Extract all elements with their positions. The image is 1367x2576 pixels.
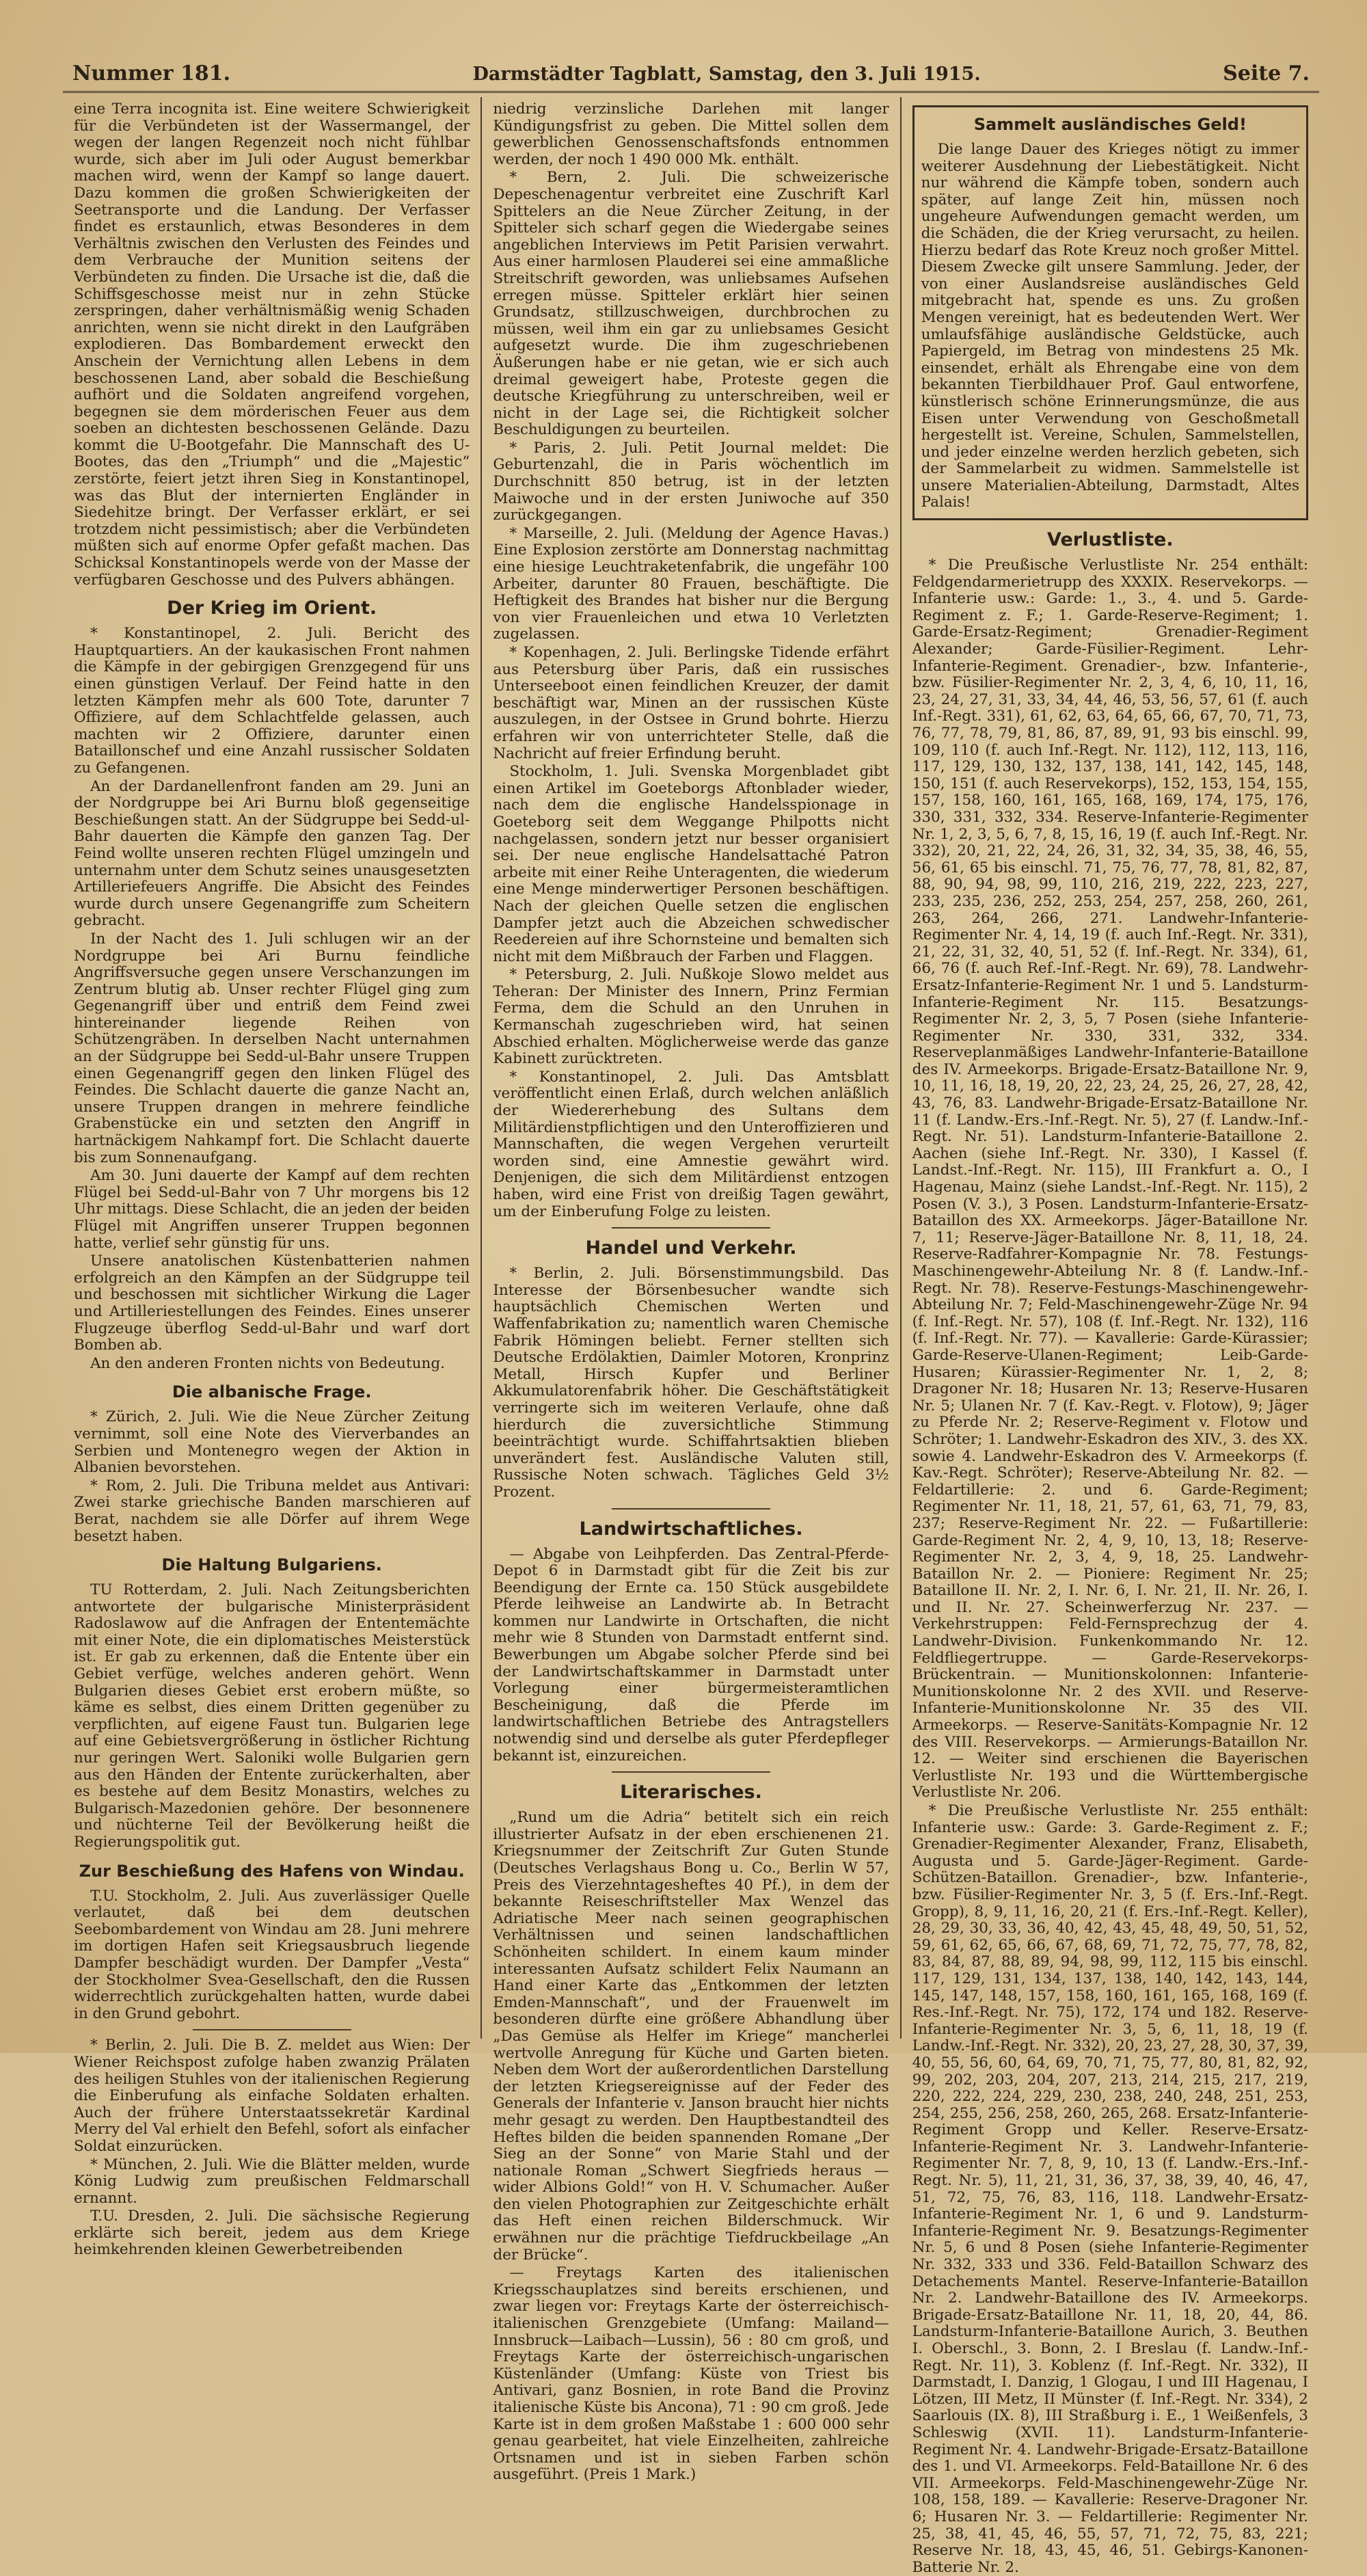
article-paragraph: Stockholm, 1. Juli. Svenska Morgenbladet gibt einen Artikel im Goeteborgs Aftonblader wieder, nach dem die englische Handelsspionage in Goeteborg seit dem Weggange Philpotts nicht nachgelassen, sondern jetzt nur besser organisiert sei. Der neue englische Handelsattaché Patron arbeite mit einer Reihe Unteragenten, die wiederum eine Menge minderwertiger Personen beschäftigen. Nach der gleichen Quelle setzen die englischen Dampfer jetzt auch die Abzeichen schwedischer Reedereien auf ihre Schornsteine und bemalten sich nicht mit dem Mißbrauch der Farben und Flaggen.	[493, 763, 889, 965]
section-heading: Handel und Verkehr.	[585, 1237, 797, 1259]
article-paragraph: * Die Preußische Verlustliste Nr. 254 enthält: Feldgendarmerietrupp des XXXIX. Reservekorps. — Infanterie usw.: Garde: 1., 3., 4. und 5. Garde-Regiment z. F.; 1. Garde-Reserve-Regiment; 1. Garde-Ersatz-Regiment; Grenadier-Regiment Alexander; Garde-Füsilier-Regiment. Lehr-Infanterie-Regiment. Grenadier-, bzw. Infanterie-, bzw. Füsilier-Regimenter Nr. 2, 3, 4, 6, 10, 11, 16, 23, 24, 27, 31, 33, 34, 44, 46, 53, 56, 57, 61 (f. auch Inf.-Regt. 331), 61, 62, 63, 64, 65, 66, 67, 70, 71, 73, 76, 77, 78, 79, 81, 86, 87, 89, 91, 93 bis einschl. 99, 109, 110 (f. auch Inf.-Regt. Nr. 112), 112, 113, 116, 117, 129, 130, 132, 137, 138, 141, 142, 145, 148, 150, 151 (f. auch Reservekorps), 152, 153, 154, 155, 157, 158, 160, 161, 165, 168, 169, 174, 175, 176, 330, 331, 332, 334. Reserve-Infanterie-Regimenter Nr. 1, 2, 3, 5, 6, 7, 8, 15, 16, 19 (f. auch Inf.-Regt. Nr. 332), 20, 21, 22, 24, 26, 31, 32, 34, 35, 38, 46, 55, 56, 61, 65 bis einschl. 71, 75, 76, 77, 78, 81, 82, 87, 88, 90, 94, 98, 99, 110, 216, 219, 222, 223, 227, 233, 235, 236, 252, 253, 254, 257, 258, 260, 261, 263, 264, 266, 271. Landwehr-Infanterie-Regimenter Nr. 4, 14, 19 (f. auch Inf.-Regt. Nr. 331), 21, 22, 31, 32, 40, 51, 52 (f. Inf.-Regt. Nr. 334), 61, 66, 76 (f. auch Ref.-Inf.-Regt. Nr. 69), 78. Landwehr-Ersatz-Infanterie-Regiment Nr. 1 und 5. Landsturm-Infanterie-Regiment Nr. 115. Besatzungs-Regimenter Nr. 2, 3, 5, 7 Posen (siehe Infanterie-Regimenter Nr. 330, 331, 332, 334. Reserveplanmäßiges Landwehr-Infanterie-Bataillone des IV. Armeekorps. Brigade-Ersatz-Bataillone Nr. 9, 10, 11, 16, 18, 19, 20, 22, 23, 24, 25, 26, 27, 28, 42, 43, 76, 83. Landwehr-Brigade-Ersatz-Bataillone Nr. 11 (f. Landw.-Ers.-Inf.-Regt. Nr. 5), 27 (f. Landw.-Inf.-Regt. Nr. 51). Landsturm-Infanterie-Bataillone 2. Aachen (siehe Inf.-Regt. Nr. 330), I Kassel (f. Landst.-Inf.-Regt. Nr. 115), III Frankfurt a. O., I Hagenau, Mainz (siehe Landst.-Inf.-Regt. Nr. 115), 2 Posen (V. 3.), 3 Posen. Landsturm-Infanterie-Ersatz-Bataillon des XX. Armeekorps. Jäger-Bataillone Nr. 7, 11; Reserve-Jäger-Bataillone Nr. 8, 11, 18, 24. Reserve-Radfahrer-Kompagnie Nr. 78. Festungs-Maschinengewehr-Abteilung Nr. 8 (f. Landw.-Inf.-Regt. Nr. 78). Reserve-Festungs-Maschinengewehr-Abteilung Nr. 7; Feld-Maschinengewehr-Züge Nr. 94 (f. Inf.-Regt. Nr. 57), 108 (f. Inf.-Regt. Nr. 132), 116 (f. Inf.-Regt. Nr. 77). — Kavallerie: Garde-Kürassier; Garde-Reserve-Ulanen-Regiment; Leib-Garde-Husaren; Kürassier-Regimenter Nr. 1, 2, 8; Dragoner Nr. 18; Husaren Nr. 13; Reserve-Husaren Nr. 5; Ulanen Nr. 7 (f. Kav.-Regt. v. Flotow), 9; Jäger zu Pferde Nr. 2; Reserve-Regiment v. Flotow und Schröter; 1. Landwehr-Eskadron des XIV., 3. des XX. sowie 4. Landwehr-Eskadron des V. Armeekorps (f. Kav.-Regt. Schröter); Reserve-Abteilung Nr. 82. — Feldartillerie: 2. und 6. Garde-Regiment; Regimenter Nr. 11, 18, 21, 57, 61, 63, 71, 79, 83, 237; Reserve-Regiment Nr. 22. — Fußartillerie: Garde-Regiment Nr. 2, 4, 9, 10, 13, 18; Reserve-Regimenter Nr. 2, 3, 4, 9, 18, 25. Landwehr-Bataillon Nr. 2. — Pioniere: Regiment Nr. 25; Bataillone II. Nr. 2, I. Nr. 6, I. Nr. 21, II. Nr. 26, I. und II. Nr. 27. Scheinwerferzug Nr. 237. — Verkehrstruppen: Feld-Fernsprechzug der 4. Landwehr-Division. Funkenkommando Nr. 12. Feldfliegertruppe. — Garde-Reservekorps-Brückentrain. — Munitionskolonnen: Infanterie-Munitionskolonne Nr. 2 des XVII. und Reserve-Infanterie-Munitionskolonne Nr. 35 des VII. Armeekorps. — Reserve-Sanitäts-Kompagnie Nr. 12 des VIII. Reservekorps. — Armierungs-Bataillon Nr. 12. — Weiter sind erschienen die Bayerischen Verlustliste Nr. 193 und die Württembergische Verlustliste Nr. 206.	[912, 556, 1308, 1801]
article-paragraph: * Marseille, 2. Juli. (Meldung der Agence Havas.) Eine Explosion zerstörte am Donnerstag nachmittag eine hiesige Leuchtraketenfabrik, die ungefähr 100 Arbeiter, darunter 80 Frauen, beschäftigte. Die Heftigkeit des Brandes hat bisher nur die Bergung von vier Frauenleichen und etwa 10 Verletzten zugelassen.	[493, 524, 889, 643]
page-number: Seite 7.	[1223, 62, 1310, 85]
article-paragraph: TU Rotterdam, 2. Juli. Nach Zeitungsberichten antwortete der bulgarische Ministerpräsident Radoslawow auf die Anfragen der Ententemächte mit einer Note, die ein diplomatisches Meisterstück ist. Er gab zu erkennen, daß die Entente über ein Gebiet verfüge, welches anderen gehört. Wenn Bulgarien dieses Gebiet erst erobern müßte, so käme es selbst, dies einem Dritten gegenüber zu verpflichten, auf eigene Faust tun. Bulgarien lege auf eine Gebietsvergrößerung in östlicher Richtung nur geringen Wert. Saloniki wolle Bulgarien gern aus den Händen der Entente zurückerhalten, aber es bestehe auf dem Besitz Monastirs, welches zu Bulgarisch-Mazedonien gehöre. Der besonnenere und nüchterne Teil der Bevölkerung heißt die Regierungspolitik gut.	[74, 1581, 470, 1851]
article-paragraph: Am 30. Juni dauerte der Kampf auf dem rechten Flügel bei Sedd-ul-Bahr von 7 Uhr morgens bis 12 Uhr mittags. Diese Schlacht, die an jeden der beiden Flügel mit Angriffen unserer Truppen begonnen hatte, verlief sehr günstig für uns.	[74, 1167, 470, 1252]
article-paragraph: In der Nacht des 1. Juli schlugen wir an der Nordgruppe bei Ari Burnu feindliche Angriffsversuche gegen unsere Verschanzungen im Zentrum blutig ab. Unser rechter Flügel ging zum Gegenangriff über und entriß dem Feind zwei hintereinander liegende Reihen von Schützengräben. In derselben Nacht unternahmen an der Südgruppe bei Sedd-ul-Bahr unsere Truppen einen Gegenangriff gegen den linken Flügel des Feindes. Die Schlacht dauerte die ganze Nacht an, unsere Truppen drangen in mehrere feindliche Grabenstücke ein und setzten den Angriff in hartnäckigem Nahkampf fort. Die Schlacht dauerte bis zum Sonnenaufgang.	[74, 930, 470, 1166]
section-heading: Die Haltung Bulgariens.	[161, 1555, 382, 1575]
article-paragraph: niedrig verzinsliche Darlehen mit langer Kündigungsfrist zu geben. Die Mittel sollen dem gewerblichen Genossenschaftsfonds entnommen werden, der noch 1 490 000 Mk. enthält.	[493, 100, 889, 168]
article-paragraph: eine Terra incognita ist. Eine weitere Schwierigkeit für die Verbündeten ist der Wassermangel, der wegen der langen Regenzeit noch nicht fühlbar wurde, sich aber im Juli oder August bemerkbar machen wird, wenn der Kampf so lange dauert. Dazu kommen die großen Schwierigkeiten der Seetransporte und die Landung. Der Verfasser findet es erstaunlich, etwas Besonderes in dem Verhältnis zwischen den Verlusten des Feindes und dem Verbrauche der Munition seitens der Verbündeten zu finden. Die Ursache ist die, daß die Schiffsgeschosse meist nur in zehn Stücke zerspringen, daher verhältnismäßig wenig Schaden anrichten, wenn sie nicht direkt in den Laufgräben explodieren. Das Bombardement erweckt den Anschein der Vernichtung allen Lebens in dem beschossenen Land, aber sobald die Beschießung aufhört und die Soldaten angreifend vorgehen, begegnen sie dem mörderischen Feuer aus dem soeben an dichtesten beschossenen Gelände. Dazu kommt die U-Bootgefahr. Die Mannschaft des U-Bootes, das den „Triumph“ und die „Majestic“ zerstörte, feiert jetzt ihren Sieg in Konstantinopel, was das Blut der internierten Engländer in Siedehitze bringt. Der Verfasser erklärt, er sei trotzdem nicht pessimistisch; aber die Verbündeten müßten sich auf enorme Opfer gefaßt machen. Das Schicksal Konstantinopels werde von der Masse der verfügbaren Geschosse und des Pulvers abhängen.	[74, 100, 470, 589]
article-paragraph: — Abgabe von Leihpferden. Das Zentral-Pferde-Depot 6 in Darmstadt gibt für die Zeit bis zur Beendigung der Ernte ca. 150 Stück ausgebildete Pferde leihweise an Landwirte ab. In Betracht kommen nur Landwirte in Ortschaften, die nicht mehr wie 8 Stunden von Darmstadt entfernt sind. Bewerbungen um Abgabe solcher Pferde sind bei der Landwirtschaftskammer in Darmstadt unter Vorlegung einer bürgermeisteramtlichen Bescheinigung, daß die Pferde im landwirtschaftlichen Betriebe des Antragstellers notwendig sind und derselbe als guter Pferdepfleger bekannt ist, einzureichen.	[493, 1545, 889, 1765]
article-paragraph: Unsere anatolischen Küstenbatterien nahmen erfolgreich an den Kämpfen an der Südgruppe teil und beschossen mit sichtlicher Wirkung die Lager und Artilleriestellungen des Feindes. Eines unserer Flugzeuge überflog Sedd-ul-Bahr und warf dort Bomben ab.	[74, 1252, 470, 1354]
article-paragraph: * Rom, 2. Juli. Die Tribuna meldet aus Antivari: Zwei starke griechische Banden marschieren auf Berat, nachdem sie alle Dörfer auf ihrem Wege besetzt haben.	[74, 1477, 470, 1545]
article-paragraph: T.U. Stockholm, 2. Juli. Aus zuverlässiger Quelle verlautet, daß bei dem deutschen Seebombardement von Windau am 28. Juni mehrere im dortigen Hafen seit Kriegsausbruch liegende Dampfer beschädigt wurden. Der Dampfer „Vesta“ der Stockholmer Svea-Gesellschaft, den die Russen widerrechtlich zurückgehalten hatten, wurde dabei in den Grund gebohrt.	[74, 1887, 470, 2022]
article-paragraph: * Zürich, 2. Juli. Wie die Neue Zürcher Zeitung vernimmt, soll eine Note des Vierverbandes an Serbien und Montenegro wegen der Aktion in Albanien bevorstehen.	[74, 1408, 470, 1477]
appeal-box	[912, 105, 1308, 520]
section-heading: Die albanische Frage.	[172, 1382, 372, 1402]
article-paragraph: An den anderen Fronten nichts von Bedeutung.	[90, 1354, 445, 1372]
article-paragraph: * Bern, 2. Juli. Die schweizerische Depeschenagentur verbreitet eine Zuschrift Karl Spittelers an die Neue Zürcher Zeitung, in der Spitteler sich scharf gegen die Wiedergabe seines angeblichen Interviews im Petit Parisien verwahrt. Aus einer harmlosen Plauderei sei eine ammaßliche Streitschrift geworden, was unliebsames Aufsehen erregen müsse. Spitteler erklärt hier seinen Grundsatz, stillzuschweigen, durchbrochen zu müssen, weil ihm ein gar zu unliebsames Gesicht aufgesetzt wurde. Die ihm zugeschriebenen Äußerungen habe er nie getan, wie er sich auch dreimal geweigert habe, Proteste gegen die deutsche Kriegführung zu unterschreiben, weil er nicht in der Lage sei, die Richtigkeit solcher Beschuldigungen zu beurteilen.	[493, 169, 889, 439]
article-paragraph: * Petersburg, 2. Juli. Nußkoje Slowo meldet aus Teheran: Der Minister des Innern, Prinz Fermian Ferma, dem die Schuld an den Unruhen in Kermanschah zugeschrieben wird, hat seinen Abschied erhalten. Möglicherweise werde das ganze Kabinett zurücktreten.	[493, 966, 889, 1068]
article-paragraph: * Konstantinopel, 2. Juli. Das Amtsblatt veröffentlicht einen Erlaß, durch welchen anläßlich der Wiedererhebung des Sultans dem Militärdienstpflichtigen und den Unteroffizieren und Mannschaften, die wegen Vergehen verurteilt worden sind, eine Amnestie gewährt wird. Denjenigen, die sich dem Militärdienst entzogen haben, wird eine Frist von dreißig Tagen gewährt, um der Einberufung Folge zu leisten.	[493, 1068, 889, 1220]
article-paragraph: * München, 2. Juli. Wie die Blätter melden, wurde König Ludwig zum preußischen Feldmarschall ernannt.	[74, 2156, 470, 2207]
article-paragraph: * Die Preußische Verlustliste Nr. 255 enthält: Infanterie usw.: Garde: 3. Garde-Regiment z. F.; Grenadier-Regimenter Alexander, Franz, Elisabeth, Augusta und 5. Garde-Jäger-Regiment. Garde-Schützen-Bataillon. Grenadier-, bzw. Infanterie-, bzw. Füsilier-Regimenter Nr. 3, 5 (f. Ers.-Inf.-Regt. Gropp), 8, 9, 11, 16, 20, 21 (f. Ers.-Inf.-Regt. Keller), 28, 29, 30, 33, 36, 40, 42, 43, 45, 48, 49, 50, 51, 52, 59, 61, 62, 65, 66, 67, 68, 69, 71, 72, 75, 77, 78, 82, 83, 84, 87, 88, 89, 94, 98, 99, 112, 115 bis einschl. 117, 129, 131, 134, 137, 138, 140, 142, 143, 144, 145, 147, 148, 157, 158, 160, 161, 165, 168, 169 (f. Res.-Inf.-Regt. Nr. 75), 172, 174 und 182. Reserve-Infanterie-Regimenter Nr. 3, 5, 6, 11, 18, 19 (f. Landw.-Inf.-Regt. Nr. 332), 20, 23, 27, 28, 30, 37, 39, 40, 55, 56, 60, 64, 69, 70, 71, 75, 77, 80, 81, 82, 92, 99, 202, 203, 204, 207, 213, 214, 215, 217, 219, 220, 222, 224, 229, 230, 238, 240, 248, 251, 253, 254, 255, 256, 258, 260, 265, 268. Ersatz-Infanterie-Regiment Gropp und Keller. Reserve-Ersatz-Infanterie-Regiment Nr. 3. Landwehr-Infanterie-Regimenter Nr. 7, 8, 9, 10, 13 (f. Landw.-Ers.-Inf.-Regt. Nr. 5), 11, 21, 31, 36, 37, 38, 39, 40, 46, 47, 51, 72, 75, 76, 83, 116, 118. Landwehr-Ersatz-Infanterie-Regiment Nr. 1, 6 und 9. Landsturm-Infanterie-Regiment Nr. 9. Besatzungs-Regimenter Nr. 5, 6 und 8 Posen (siehe Infanterie-Regimenter Nr. 332, 333 und 336. Feld-Bataillon Schwarz des Detachements Mantel. Reserve-Infanterie-Bataillon Nr. 2. Landwehr-Bataillone des IV. Armeekorps. Brigade-Ersatz-Bataillone Nr. 11, 18, 20, 44, 86. Landsturm-Infanterie-Bataillone Aurich, 3. Beuthen I. Oberschl., 3. Bonn, 2. I Breslau (f. Landw.-Inf.-Regt. Nr. 11), 3. Koblenz (f. Inf.-Regt. Nr. 332), II Darmstadt, I. Danzig, 1 Glogau, I und III Hagenau, I Lötzen, III Metz, II Münster (f. Inf.-Regt. Nr. 334), 2 Saarlouis (IX. 8), III Straßburg i. E., 1 Weißenfels, 3 Schleswig (XVII. 11). Landsturm-Infanterie-Regiment Nr. 4. Landwehr-Brigade-Ersatz-Bataillone des 1. und VI. Armeekorps. Feld-Bataillone Nr. 6 des VII. Armeekorps. Feld-Maschinengewehr-Züge Nr. 108, 158, 189. — Kavallerie: Reserve-Dragoner Nr. 6; Husaren Nr. 3. — Feldartillerie: Regimenter Nr. 25, 38, 41, 45, 46, 55, 57, 71, 72, 75, 83, 221; Reserve Nr. 18, 43, 45, 46, 51. Gebirgs-Kanonen-Batterie Nr. 2.	[912, 1802, 1308, 2576]
article-paragraph: * Paris, 2. Juli. Petit Journal meldet: Die Geburtenzahl, die in Paris wöchentlich im Durchschnitt 850 betrug, ist in der letzten Maiwoche und in der ersten Juniwoche auf 350 zurückgegangen.	[493, 439, 889, 524]
article-paragraph: T.U. Dresden, 2. Juli. Die sächsische Regierung erklärte sich bereit, jedem aus dem Kriege heimkehrenden kleinen Gewerbetreibenden	[74, 2208, 470, 2259]
article-paragraph: * Kopenhagen, 2. Juli. Berlingske Tidende erfährt aus Petersburg über Paris, daß ein russisches Unterseeboot einen feindlichen Kreuzer, der damit beschäftigt war, Minen an der russischen Küste auszulegen, in der Ostsee in Grund bohrte. Hierzu erfahren wir von unterrichteter Stelle, daß die Nachricht auf freier Erfindung beruht.	[493, 644, 889, 762]
columns	[63, 97, 1319, 2576]
divider	[612, 1227, 770, 1229]
article-paragraph: — Freytags Karten des italienischen Kriegsschauplatzes sind bereits erschienen, und zwar liegen vor: Freytags Karte der österreichisch-italienischen Grenzgebiete (Umfang: Mailand—Innsbruck—Laibach—Lussin), 56 : 80 cm groß, und Freytags Karte der österreichisch-ungarischen Küstenländer (Umfang: Küste von Triest bis Antivari, ganz Bosnien, in rote Band die Provinz italienische Küste bis Ancona), 71 : 90 cm groß. Jede Karte ist in dem großen Maßstabe 1 : 600 000 sehr genau gearbeitet, hat viele Einzelheiten, zahlreiche Ortsnamen und ist in sieben Farben schön ausgeführt. (Preis 1 Mark.)	[493, 2264, 889, 2484]
issue-number: Nummer 181.	[72, 62, 231, 85]
section-heading: Zur Beschießung des Hafens von Windau.	[79, 1861, 465, 1881]
section-heading: Verlustliste.	[1047, 529, 1174, 551]
section-heading: Sammelt ausländisches Geld!	[973, 115, 1247, 134]
column-1	[63, 97, 482, 2259]
divider	[612, 1771, 770, 1773]
section-heading: Der Krieg im Orient.	[167, 598, 377, 619]
divider	[612, 1508, 770, 1510]
article-paragraph: * Konstantinopel, 2. Juli. Bericht des Hauptquartiers. An der kaukasischen Front nahmen die Kämpfe in der gebirgigen Grenzgegend für uns einen günstigen Verlauf. Der Feind hatte in den letzten Kämpfen mehr als 600 Tote, darunter 7 Offiziere, auf dem Schlachtfelde gelassen, auch machten wir 2 Offiziere, darunter einen Bataillonschef und eine Anzahl russischer Soldaten zu Gefangenen.	[74, 625, 470, 777]
section-heading: Literarisches.	[620, 1782, 762, 1803]
section-heading: Landwirtschaftliches.	[579, 1518, 803, 1540]
paper-title-date: Darmstädter Tagblatt, Samstag, den 3. Juli 1915.	[472, 64, 981, 85]
divider	[193, 2029, 351, 2030]
column-2	[482, 97, 901, 2484]
article-paragraph: An der Dardanellenfront fanden am 29. Juni an der Nordgruppe bei Ari Burnu bloß gegenseitige Beschießungen statt. An der Südgruppe bei Sedd-ul-Bahr dauerten die Kämpfe den ganzen Tag. Der Feind wollte unseren rechten Flügel umzingeln und unternahm unter dem Schutz seines unausgesetzten Artilleriefeuers Angriffe. Die Absicht des Feindes wurde durch unsere Gegenangriffe zum Scheitern gebracht.	[74, 777, 470, 930]
article-paragraph: * Berlin, 2. Juli. Die B. Z. meldet aus Wien: Der Wiener Reichspost zufolge haben zwanzig Prälaten des heiligen Stuhles von der italienischen Regierung die Einberufung als einfache Soldaten erhalten. Auch der frühere Unterstaatssekretär Kardinal Merry del Val erhielt den Befehl, sofort als einfacher Soldat einzurücken.	[74, 2037, 470, 2155]
article-paragraph: „Rund um die Adria“ betitelt sich ein reich illustrierter Aufsatz in der eben erschienenen 21. Kriegsnummer der Zeitschrift Zur Guten Stunde (Deutsches Verlagshaus Bong u. Co., Berlin W 57, Preis des Vierzehntagesheftes 40 Pf.), in dem der bekannte Reiseschriftsteller Max Wenzel das Adriatische Meer nach seinen geographischen Verhältnissen und seinen landschaftlichen Schönheiten schildert. In einem kaum minder interessanten Aufsatz schildert Felix Naumann an Hand einer Karte das „Entkommen der letzten Emden-Mannschaft“, und der Frauenwelt im besonderen dürfte eine größere Abhandlung über „Das Gemüse als Helfer im Kriege“ mancherlei wertvolle Anregung für Küche und Garten bieten. Neben dem Wort der außerordentlichen Darstellung der letzten Kriegsereignisse auf der Feder des Generals der Infanterie v. Janson braucht hier nichts mehr gesagt zu werden. Den Hauptbestandteil des Heftes bilden die beiden spannenden Romane „Der Sieg an der Sonne“ von Marie Stahl und der nationale Roman „Schwert Siegfrieds heraus — wider Albions Gold!“ von H. V. Schumacher. Außer den vielen Photographien zur Zeitgeschichte erhält das Heft einen reichen Bilderschmuck. Wir erwähnen nur die prächtige Tiefdruckbeilage „An der Brücke“.	[493, 1809, 889, 2264]
article-paragraph: * Berlin, 2. Juli. Börsenstimmungsbild. Das Interesse der Börsenbesucher wandte sich hauptsächlich Chemischen Werten und Waffenfabrikation zu; namentlich waren Chemische Fabrik Hömingen beliebt. Ferner stellten sich Deutsche Erdölaktien, Daimler Motoren, Kronprinz Metall, Hirsch Kupfer und Berliner Akkumulatorenfabrik höher. Die Geschäftstätigkeit verringerte sich im weiteren Verlaufe, ohne daß hierdurch die zuversichtliche Stimmung beeinträchtigt wurde. Schiffahrtsaktien blieben unverändert fest. Ausländische Valuten still, Russische Noten schwach. Tägliches Geld 3½ Prozent.	[493, 1265, 889, 1501]
column-3	[902, 97, 1319, 2576]
article-paragraph: Die lange Dauer des Krieges nötigt zu immer weiterer Ausdehnung der Liebestätigkeit. Nicht nur während die Kämpfe toben, sondern auch später, auf lange Zeit hin, müssen noch ungeheure Aufwendungen gemacht werden, um die Schäden, die der Krieg verursacht, zu heilen. Hierzu bedarf das Rote Kreuz noch großer Mittel. Diesem Zwecke gilt unsere Sammlung. Jeder, der von einer Auslandsreise ausländisches Geld mitgebracht hat, spende es uns. Zu großen Mengen vereinigt, hat es bedeutenden Wert. Wer umlaufsfähige ausländische Geldstücke, auch Papiergeld, im Betrag von mindestens 25 Mk. einsendet, erhält als Ehrengabe eine von dem bekannten Tierbildhauer Prof. Gaul entworfene, künstlerisch schöne Erinnerungsmünze, die aus Eisen unter Verwendung von Geschoßmetall hergestellt ist. Vereine, Schulen, Sammelstellen, und jeder einzelne werden herzlich gebeten, sich der Sammelarbeit zu widmen. Sammelstelle ist unsere Materialien-Abteilung, Darmstadt, Altes Palais!	[921, 141, 1299, 511]
masthead	[63, 27, 1319, 93]
